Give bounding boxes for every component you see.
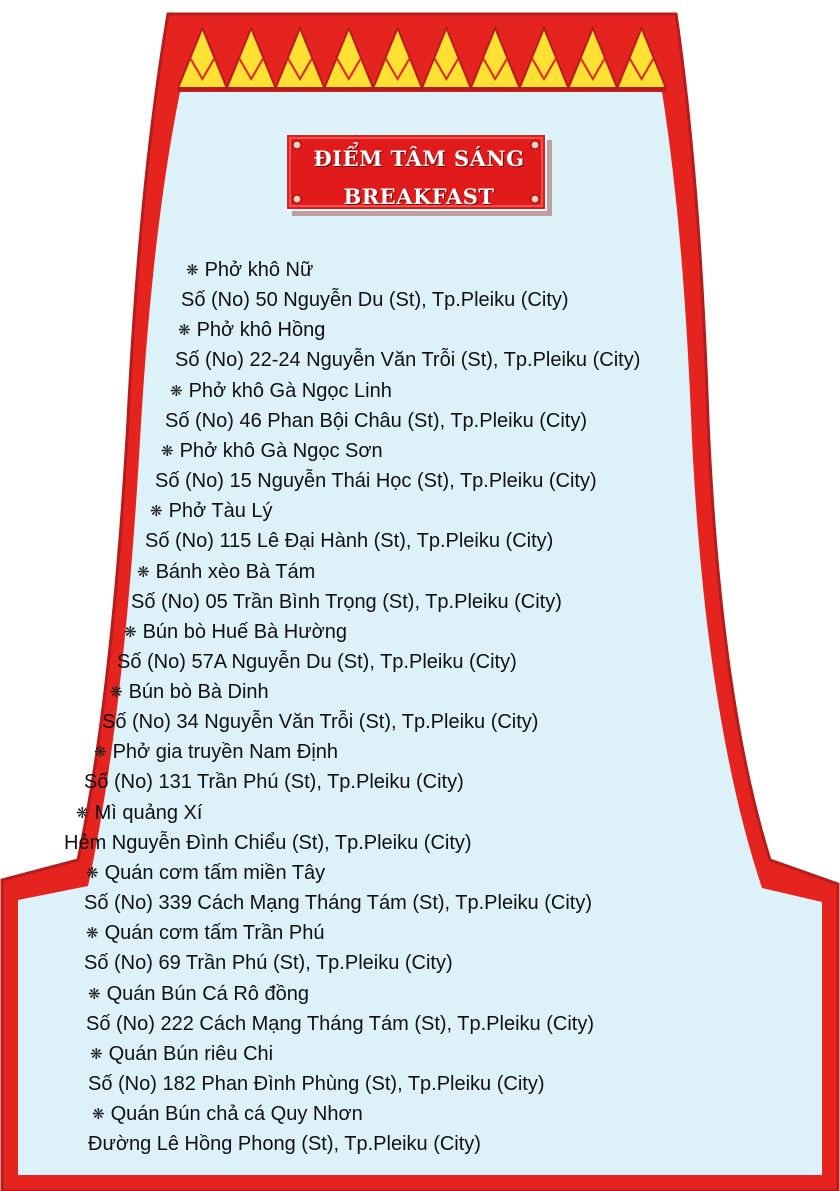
flower-bullet-icon: ❋ — [88, 986, 101, 1003]
flower-bullet-icon: ❋ — [94, 744, 107, 761]
place-address: Số (No) 69 Trần Phú (St), Tp.Pleiku (City) — [84, 952, 453, 974]
place-address: Số (No) 57A Nguyễn Du (St), Tp.Pleiku (City) — [117, 651, 517, 673]
place-address: Số (No) 22-24 Nguyễn Văn Trỗi (St), Tp.Pleiku (City) — [175, 349, 641, 371]
flower-bullet-icon: ❋ — [92, 1106, 105, 1123]
place-name — [76, 801, 202, 827]
flower-bullet-icon: ❋ — [137, 564, 150, 581]
place-name-text: Phở khô Hồng — [196, 319, 326, 341]
place-name — [94, 740, 338, 766]
place-address: Số (No) 34 Nguyễn Văn Trỗi (St), Tp.Pleiku (City) — [102, 711, 539, 733]
place-address: Đường Lê Hồng Phong (St), Tp.Pleiku (City) — [88, 1133, 481, 1155]
place-name — [110, 680, 269, 706]
place-address: Số (No) 222 Cách Mạng Tháng Tám (St), Tp.Pleiku (City) — [86, 1013, 594, 1035]
place-address: Hẻm Nguyễn Đình Chiểu (St), Tp.Pleiku (City) — [64, 832, 472, 854]
place-name — [86, 921, 324, 947]
place-name — [178, 318, 325, 344]
place-name-text: Quán cơm tấm Trần Phú — [104, 922, 325, 944]
place-name-text: Mì quảng Xí — [94, 802, 203, 824]
place-address: Số (No) 05 Trần Bình Trọng (St), Tp.Pleiku (City) — [131, 591, 562, 613]
place-name-text: Bánh xèo Bà Tám — [155, 561, 316, 583]
place-name — [170, 379, 392, 405]
place-name — [90, 1042, 273, 1068]
place-address: Số (No) 339 Cách Mạng Tháng Tám (St), Tp.Pleiku (City) — [84, 892, 592, 914]
place-address: Số (No) 50 Nguyễn Du (St), Tp.Pleiku (City) — [181, 289, 569, 311]
place-name-text: Phở khô Gà Ngọc Linh — [188, 380, 392, 402]
flower-bullet-icon: ❋ — [178, 322, 191, 339]
flower-bullet-icon: ❋ — [76, 805, 89, 822]
flower-bullet-icon: ❋ — [86, 925, 99, 942]
place-address: Số (No) 182 Phan Đình Phùng (St), Tp.Pleiku (City) — [88, 1073, 545, 1095]
place-name-text: Phở gia truyền Nam Định — [112, 741, 339, 763]
flower-bullet-icon: ❋ — [124, 624, 137, 641]
sign-title-english: BREAKFAST — [343, 184, 495, 209]
place-name-text: Quán Bún riêu Chi — [108, 1043, 274, 1065]
place-name-text: Bún bò Huế Bà Hường — [142, 621, 347, 643]
place-address: Số (No) 15 Nguyễn Thái Học (St), Tp.Pleiku (City) — [155, 470, 597, 492]
place-name — [161, 439, 383, 465]
place-name-text: Phở Tàu Lý — [168, 500, 273, 522]
flower-bullet-icon: ❋ — [161, 443, 174, 460]
flower-bullet-icon: ❋ — [90, 1046, 103, 1063]
place-name — [137, 560, 315, 586]
flower-bullet-icon: ❋ — [186, 262, 199, 279]
place-name-text: Bún bò Bà Dinh — [128, 681, 269, 703]
place-address: Số (No) 46 Phan Bội Châu (St), Tp.Pleiku (City) — [165, 410, 588, 432]
place-address: Số (No) 115 Lê Đại Hành (St), Tp.Pleiku (City) — [145, 530, 554, 552]
place-name — [86, 861, 325, 887]
sign-title-vietnamese: ĐIỂM TÂM SÁNG — [313, 146, 525, 171]
place-name-text: Quán Bún Cá Rô đồng — [106, 983, 309, 1005]
flower-bullet-icon: ❋ — [86, 865, 99, 882]
flower-bullet-icon: ❋ — [110, 684, 123, 701]
place-name — [88, 982, 309, 1008]
place-name — [124, 620, 347, 646]
place-name — [92, 1102, 363, 1128]
place-name-text: Quán Bún chả cá Quy Nhơn — [110, 1103, 363, 1125]
flower-bullet-icon: ❋ — [170, 383, 183, 400]
place-name — [150, 499, 273, 525]
place-name — [186, 258, 313, 284]
place-name-text: Phở khô Nữ — [204, 259, 314, 281]
place-name-text: Phở khô Gà Ngọc Sơn — [179, 440, 383, 462]
place-address: Số (No) 131 Trần Phú (St), Tp.Pleiku (City) — [84, 771, 464, 793]
flower-bullet-icon: ❋ — [150, 503, 163, 520]
place-name-text: Quán cơm tấm miền Tây — [104, 862, 326, 884]
